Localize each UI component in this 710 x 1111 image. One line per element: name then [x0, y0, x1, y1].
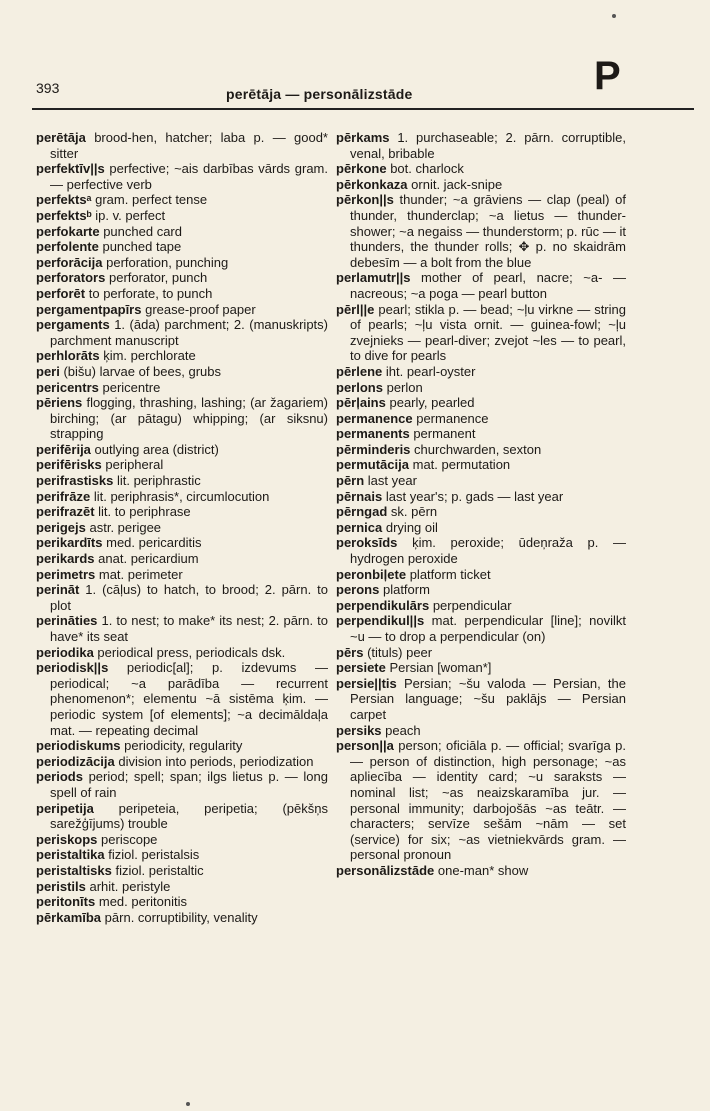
print-speck [186, 1102, 190, 1106]
entry-definition: iht. pearl-oyster [385, 363, 476, 379]
entry-headword: perimetrs [36, 566, 96, 582]
dictionary-entry [36, 395, 328, 442]
right-column [336, 130, 626, 879]
entry-headword: perināties [36, 613, 98, 629]
dictionary-entry [36, 879, 328, 895]
entry-definition: churchwarden, sexton [414, 441, 542, 457]
dictionary-entry [36, 551, 328, 567]
entry-definition: periscope [101, 831, 158, 847]
entry-headword: pērngad [336, 504, 388, 520]
entry-headword: pērn [336, 473, 365, 489]
dictionary-entry [336, 395, 626, 411]
entry-headword: perināt [36, 582, 80, 598]
entry-definition: Persian [woman*] [389, 660, 492, 676]
dictionary-entry [336, 535, 626, 566]
entry-headword: perētāja [36, 130, 86, 145]
entry-definition: last year's; p. gads — last year [385, 488, 564, 504]
entry-definition: lit. periphrastic [116, 473, 201, 489]
entry-headword: persie||tis [336, 675, 397, 691]
dictionary-entry [36, 192, 328, 208]
entry-headword: pērkonkaza [336, 176, 408, 192]
entry-headword: pērs [336, 644, 364, 660]
entry-definition: thunder; ~a grāviens — clap (peal) of thunder, thunderclap; ~a lietus — thunder-shower; ~a negaiss — thunderstorm; p. rūc — it thunders, the thunder rolls; ✥ p. no skaidrām debesīm — a bolt from the blue [350, 192, 626, 270]
entry-definition: one-man* show [437, 862, 529, 878]
dictionary-entry [36, 894, 328, 910]
entry-headword: perigejs [36, 519, 86, 535]
entry-definition: mat. perimeter [98, 566, 183, 582]
entry-headword: peronbiļete [336, 566, 407, 582]
entry-headword: perforācija [36, 254, 103, 270]
entry-headword: peritonīts [36, 894, 96, 910]
dictionary-entry [336, 676, 626, 723]
dictionary-entry [36, 364, 328, 380]
entry-definition: periodicity, regularity [124, 738, 243, 754]
entry-headword: personālizstāde [336, 862, 435, 878]
entry-headword: peristaltisks [36, 862, 112, 878]
dictionary-entry [36, 208, 328, 224]
entry-headword: perifrazēt [36, 504, 95, 520]
dictionary-entry [336, 177, 626, 193]
entry-definition: periodical press, periodicals dsk. [97, 644, 286, 660]
dictionary-entry [36, 489, 328, 505]
dictionary-entry [336, 457, 626, 473]
dictionary-entry [336, 520, 626, 536]
print-speck [612, 14, 616, 18]
entry-definition: peripeteia, peripetia; (pēkšņs sarežģījums) trouble [50, 800, 328, 832]
entry-definition: brood-hen, hatcher; laba p. — good* sitter [50, 130, 328, 161]
left-column [36, 130, 328, 925]
entry-definition: med. pericarditis [106, 535, 202, 551]
entry-definition: platform [382, 582, 430, 598]
dictionary-entry [336, 660, 626, 676]
entry-headword: pērlene [336, 363, 383, 379]
entry-definition: pārn. corruptibility, venality [104, 909, 258, 925]
entry-headword: perfektsᵃ [36, 192, 92, 208]
dictionary-entry [336, 161, 626, 177]
dictionary-entry [336, 442, 626, 458]
entry-definition: (bišu) larvae of bees, grubs [63, 363, 221, 379]
entry-definition: fiziol. peristalsis [108, 847, 200, 863]
section-letter: P [594, 54, 621, 98]
dictionary-entry [336, 567, 626, 583]
dictionary-entry [36, 224, 328, 240]
dictionary-entry [336, 411, 626, 427]
entry-definition: Persian; ~šu valoda — Persian, the Persian language; ~šu paklājs — Persian carpet [350, 675, 626, 722]
dictionary-entry [336, 192, 626, 270]
dictionary-entry [36, 754, 328, 770]
entry-definition: platform ticket [409, 566, 491, 582]
dictionary-entry [36, 910, 328, 926]
entry-definition: mother of pearl, nacre; ~a- — nacreous; ~a poga — pearl button [350, 270, 626, 301]
entry-definition: period; spell; span; ilgs lietus p. — long spell of rain [50, 769, 328, 800]
entry-headword: perfokarte [36, 223, 100, 239]
entry-definition: 1. (cāļus) to hatch, to brood; 2. pārn. to plot [50, 582, 328, 613]
entry-definition: peripheral [105, 457, 164, 473]
entry-definition: perforator, punch [108, 270, 208, 286]
entry-headword: pergamentpapīrs [36, 301, 142, 317]
dictionary-entry [336, 863, 626, 879]
entry-definition: punched tape [102, 239, 182, 255]
entry-headword: perpendikulārs [336, 597, 430, 613]
dictionary-entry [336, 380, 626, 396]
dictionary-entry [336, 426, 626, 442]
entry-headword: periodika [36, 644, 94, 660]
entry-headword: pērl||e [336, 301, 375, 317]
entry-headword: perikards [36, 551, 95, 567]
entry-definition: 1. purchaseable; 2. pārn. corruptible, venal, bribable [350, 130, 626, 161]
entry-headword: pericentrs [36, 379, 99, 395]
entry-definition: person; oficiāla p. — official; svarīga p. — person of distinction, high personage; ~as apliecība — identity card; ~u saraksts — nominal list; ~as neaizskaramība jur. — personal immunity; darbojošās ~as teātr. — characters; servīze sešām ~nām — set (service) for six; ~as vietniekvārds gram. — personal pronoun [350, 738, 626, 863]
entry-headword: perifrastisks [36, 473, 114, 489]
entry-headword: pērļains [336, 395, 386, 411]
dictionary-entry [36, 270, 328, 286]
entry-headword: periodisk||s [36, 660, 109, 676]
entry-headword: perfolente [36, 239, 99, 255]
dictionary-entry [36, 847, 328, 863]
entry-definition: punched card [103, 223, 182, 239]
entry-definition: sk. pērn [390, 504, 438, 520]
dictionary-entry [36, 130, 328, 161]
entry-definition: lit. periphrasis*, circumlocution [93, 488, 270, 504]
entry-headword: periods [36, 769, 83, 785]
entry-definition: perlon [386, 379, 423, 395]
entry-headword: person||a [336, 738, 394, 754]
page-number: 393 [36, 80, 60, 96]
dictionary-entry [36, 317, 328, 348]
entry-headword: pernica [336, 519, 383, 535]
entry-definition: ķim. peroxide; ūdeņraža p. — hydrogen peroxide [350, 535, 626, 567]
entry-headword: permutācija [336, 457, 409, 473]
entry-headword: perifērija [36, 441, 91, 457]
entry-headword: peripetija [36, 800, 94, 816]
dictionary-entry [336, 582, 626, 598]
entry-definition: perpendicular [432, 597, 512, 613]
dictionary-entry [336, 738, 626, 863]
entry-definition: gram. perfect tense [95, 192, 208, 208]
entry-headword: perfektīv||s [36, 161, 105, 177]
dictionary-entry [36, 613, 328, 644]
entry-definition: 1. (āda) parchment; 2. (manuskripts) parchment manuscript [50, 317, 328, 348]
entry-definition: last year [367, 473, 417, 489]
dictionary-entry [36, 769, 328, 800]
entry-headword: pērkone [336, 161, 387, 177]
dictionary-entry [36, 660, 328, 738]
dictionary-entry [36, 255, 328, 271]
entry-headword: perikardīts [36, 535, 103, 551]
dictionary-entry [36, 504, 328, 520]
entry-headword: pērkamība [36, 909, 102, 925]
dictionary-entry [336, 723, 626, 739]
dictionary-entry [336, 489, 626, 505]
entry-definition: perforation, punching [106, 254, 229, 270]
entry-definition: mat. permutation [412, 457, 511, 473]
entry-headword: perlamutr||s [336, 270, 411, 286]
entry-definition: med. peritonitis [98, 894, 188, 910]
entry-headword: persiete [336, 660, 386, 676]
entry-definition: peach [385, 722, 421, 738]
entry-headword: peristils [36, 878, 86, 894]
dictionary-entry [336, 270, 626, 301]
entry-headword: perons [336, 582, 380, 598]
entry-definition: pearly, pearled [389, 395, 475, 411]
dictionary-entry [336, 504, 626, 520]
dictionary-entry [36, 457, 328, 473]
entry-definition: to perforate, to punch [88, 285, 213, 301]
entry-definition: outlying area (district) [94, 441, 219, 457]
entry-definition: permanent [413, 426, 476, 442]
header-rule [32, 108, 694, 110]
entry-headword: pērnais [336, 488, 383, 504]
entry-headword: perforēt [36, 285, 86, 301]
running-head: perētāja — personālizstāde [226, 86, 413, 102]
entry-headword: perhlorāts [36, 348, 100, 364]
dictionary-entry [36, 863, 328, 879]
entry-headword: perifērisks [36, 457, 102, 473]
entry-definition: pericentre [102, 379, 161, 395]
entry-definition: astr. perigee [89, 519, 162, 535]
dictionary-entry [336, 473, 626, 489]
dictionary-entry [36, 161, 328, 192]
dictionary-entry [336, 598, 626, 614]
entry-definition: (tituls) peer [367, 644, 433, 660]
dictionary-entry [336, 302, 626, 364]
dictionary-entry [36, 567, 328, 583]
dictionary-entry [36, 832, 328, 848]
entry-headword: pērminderis [336, 441, 411, 457]
dictionary-entry [36, 302, 328, 318]
entry-definition: grease-proof paper [145, 301, 256, 317]
entry-definition: ķim. perchlorate [103, 348, 196, 364]
entry-definition: arhit. peristyle [89, 878, 171, 894]
entry-headword: perpendikul||s [336, 613, 425, 629]
entry-headword: peristaltika [36, 847, 105, 863]
entry-definition: bot. charlock [390, 161, 464, 177]
entry-definition: division into periods, periodization [118, 753, 314, 769]
entry-definition: ip. v. perfect [95, 207, 166, 223]
dictionary-entry [36, 535, 328, 551]
dictionary-entry [36, 801, 328, 832]
dictionary-entry [36, 738, 328, 754]
dictionary-entry [36, 348, 328, 364]
entry-headword: pēriens [36, 395, 83, 411]
entry-headword: pērkams [336, 130, 390, 145]
entry-definition: pearl; stikla p. — bead; ~ļu virkne — string of pearls; ~ļu vista ornit. — guinea-fowl; ~ļu zvejnieks — pearl-diver; zvejot ~les — to pearl, to dive for pearls [350, 301, 626, 364]
entry-definition: permanence [416, 410, 489, 426]
dictionary-entry [36, 582, 328, 613]
entry-definition: flogging, thrashing, lashing; (ar žagariem) birching; (ar pātagu) whipping; (ar siksnu) strapping [50, 395, 328, 442]
dictionary-entry [36, 473, 328, 489]
entry-headword: peri [36, 363, 60, 379]
entry-definition: perfective; ~ais darbības vārds gram. — perfective verb [50, 161, 328, 192]
entry-definition: fiziol. peristaltic [115, 862, 204, 878]
entry-definition: periodic[al]; p. izdevums — periodical; ~a parādība — recurrent phenomenon*; elementu ~ā sistēma ķim. — periodic system [of elements]; ~a decimāldaļa mat. — repeating decimal [50, 660, 328, 738]
dictionary-entry [36, 286, 328, 302]
entry-headword: pērkon||s [336, 192, 394, 208]
dictionary-entry [336, 364, 626, 380]
entry-headword: pergaments [36, 317, 110, 333]
entry-definition: lit. to periphrase [98, 504, 191, 520]
entry-headword: periskops [36, 831, 98, 847]
entry-headword: persiks [336, 722, 382, 738]
dictionary-entry [336, 130, 626, 161]
entry-headword: periodiskums [36, 738, 121, 754]
entry-headword: permanents [336, 426, 410, 442]
entry-definition: anat. pericardium [98, 551, 199, 567]
dictionary-entry [336, 645, 626, 661]
entry-headword: perifrāze [36, 488, 91, 504]
entry-definition: ornit. jack-snipe [411, 176, 503, 192]
dictionary-entry [36, 520, 328, 536]
dictionary-entry [36, 442, 328, 458]
entry-definition: mat. perpendicular [line]; novilkt ~u — to drop a perpendicular (on) [350, 613, 626, 644]
dictionary-entry [336, 613, 626, 644]
entry-definition: drying oil [385, 519, 438, 535]
entry-headword: permanence [336, 410, 413, 426]
dictionary-entry [36, 645, 328, 661]
entry-headword: perfektsᵇ [36, 207, 92, 223]
entry-headword: perforators [36, 270, 106, 286]
entry-headword: perlons [336, 379, 383, 395]
dictionary-entry [36, 239, 328, 255]
entry-headword: peroksīds [336, 535, 398, 551]
entry-headword: periodizācija [36, 753, 115, 769]
dictionary-entry [36, 380, 328, 396]
entry-definition: 1. to nest; to make* its nest; 2. pārn. to have* its seat [50, 613, 328, 644]
